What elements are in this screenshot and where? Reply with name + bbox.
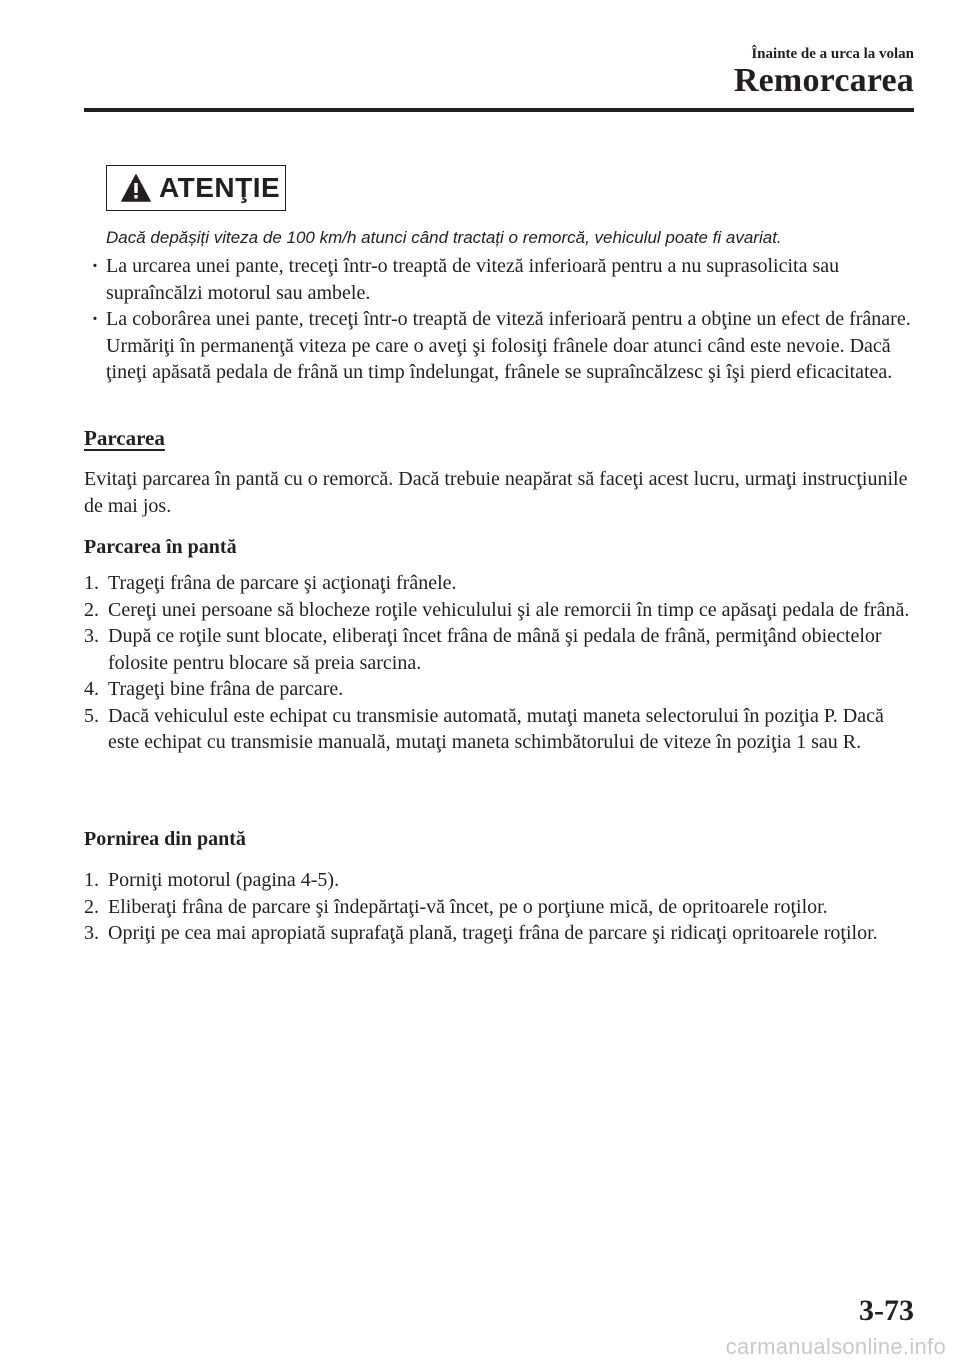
caution-label: ATENŢIE — [159, 172, 281, 203]
step-text: Trageţi bine frâna de parcare. — [108, 678, 344, 700]
step-number: 5. — [84, 704, 99, 727]
bullet-dot: · — [91, 255, 99, 277]
step-number: 1. — [84, 869, 99, 891]
step-number: 4. — [84, 678, 99, 700]
list-item — [84, 703, 918, 756]
step-text: Trageţi frâna de parcare şi acţionaţi frânele. — [108, 572, 457, 594]
list-item — [84, 306, 916, 386]
step-number: 1. — [84, 572, 99, 594]
step-number: 3. — [84, 922, 99, 944]
step-number: 2. — [84, 598, 99, 621]
step-text: Opriţi pe cea mai apropiată suprafaţă plană, trageţi frâna de parcare şi ridicaţi opritoarele roţilor. — [108, 922, 878, 944]
step-text: Dacă vehiculul este echipat cu transmisie automată, mutaţi maneta selectorului în poziţia P. Dacă este echipat cu transmisie manuală, mutaţi maneta schimbătorului de viteze în poziţia 1 sau R. — [108, 704, 884, 753]
start-steps-list — [84, 867, 918, 947]
bullet-text: La coborârea unei pante, treceţi într-o treaptă de viteză inferioară pentru a obţine un efect de frânare. Urmăriţi în permanenţă viteza pe care o aveţi şi folosiţi frânele doar atunci când este nevoie. Dacă ţineţi apăsată pedala de frână un timp îndelungat, frânele se supraîncălzesc şi îşi pierd eficacitatea. — [106, 308, 911, 383]
caution-box — [106, 165, 286, 211]
bullet-dot: · — [91, 308, 99, 330]
step-number: 2. — [84, 895, 99, 918]
watermark: carmanualsonline.info — [725, 1334, 946, 1359]
step-text: După ce roţile sunt blocate, eliberaţi încet frâna de mână şi pedala de frână, permiţând obiectelor folosite pentru blocare să preia sarcina. — [108, 625, 882, 674]
bullet-list — [84, 253, 916, 386]
list-item — [84, 623, 918, 676]
list-item — [84, 676, 918, 703]
slope-steps-list — [84, 570, 918, 756]
subsection-title-slope-parking: Parcarea în pantă — [84, 536, 237, 558]
step-number: 3. — [84, 625, 99, 647]
subsection-title-hill-start: Pornirea din pantă — [84, 828, 246, 850]
list-item — [84, 570, 918, 597]
page-title: Remorcarea — [733, 62, 914, 99]
step-text: Porniţi motorul (pagina 4-5). — [108, 869, 340, 891]
step-text: Eliberaţi frâna de parcare şi îndepărtaţi-vă încet, pe o porţiune mică, de opritoarele roţilor. — [108, 895, 828, 918]
page-number: 3-73 — [859, 1294, 914, 1327]
bullet-text: La urcarea unei pante, treceţi într-o treaptă de viteză inferioară pentru a nu suprasolicita sau supraîncălzi motorul sau ambele. — [106, 255, 840, 304]
list-item — [84, 920, 918, 947]
header-section-label: Înainte de a urca la volan — [751, 46, 914, 62]
list-item — [84, 894, 918, 921]
step-text: Cereţi unei persoane să blocheze roţile vehiculului şi ale remorcii în timp ce apăsaţi pedala de frână. — [108, 598, 910, 621]
warning-triangle-icon — [121, 174, 151, 202]
list-item — [84, 597, 918, 624]
parking-intro: Evitaţi parcarea în pantă cu o remorcă. Dacă trebuie neapărat să faceţi acest lucru, urmaţi instrucţiunile de mai jos. — [84, 468, 908, 517]
caution-text: Dacă depășiți viteza de 100 km/h atunci când tractați o remorcă, vehiculul poate fi avariat. — [106, 228, 782, 247]
header-rule — [84, 108, 914, 112]
section-title-parking: Parcarea — [84, 426, 165, 450]
list-item — [84, 253, 916, 306]
list-item — [84, 867, 918, 894]
